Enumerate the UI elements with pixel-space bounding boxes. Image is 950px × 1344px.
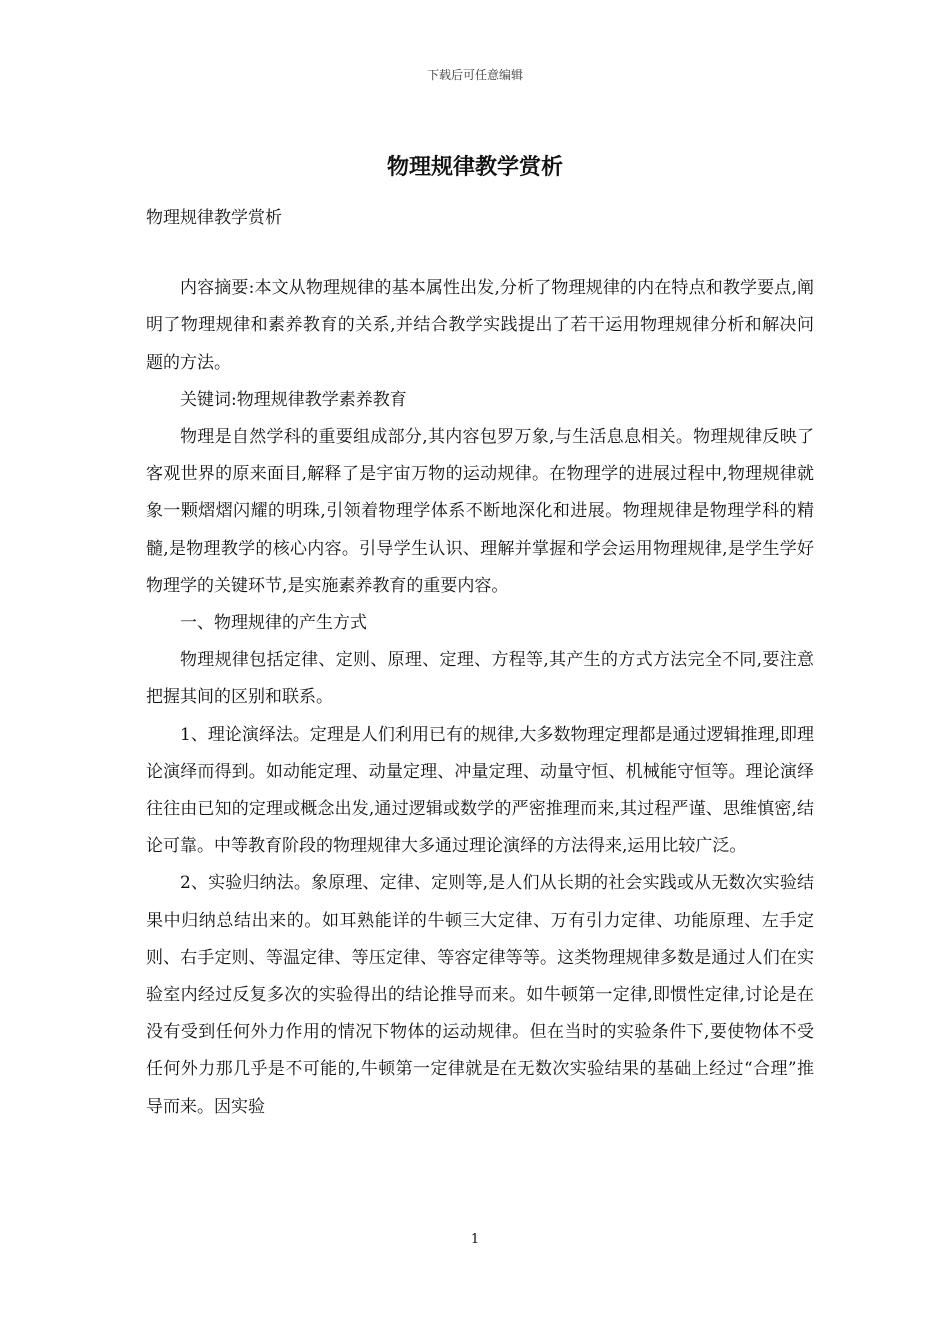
blank-line (146, 237, 814, 270)
document-body (146, 200, 814, 1126)
abstract-paragraph: 内容摘要:本文从物理规律的基本属性出发,分析了物理规律的内在特点和教学要点,阐明了物理规律和素养教育的关系,并结合教学实践提出了若干运用物理规律分析和解决问题的方法。 (146, 278, 814, 373)
page-number: 1 (470, 1232, 480, 1247)
keywords-line: 关键词:物理规律教学素养教育 (180, 389, 407, 410)
intro-paragraph: 物理是自然学科的重要组成部分,其内容包罗万象,与生活息息相关。物理规律反映了客观世界的原来面目,解释了是宇宙万物的运动规律。在物理学的进展过程中,物理规律就象一颗熠熠闪耀的明珠,引领着物理学体系不断地深化和进展。物理规律是物理学科的精髓,是物理教学的核心内容。引导学生认识、理解并掌握和学会运用物理规律,是学生学好物理学的关键环节,是实施素养教育的重要内容。 (146, 427, 814, 596)
document-title: 物理规律教学赏析 (386, 154, 563, 180)
section-heading: 一、物理规律的产生方式 (180, 613, 367, 634)
item-paragraph-1: 1、理论演绎法。定理是人们利用已有的规律,大多数物理定理都是通过逻辑推理,即理论演绎而得到。如动能定理、动量定理、冲量定理、动量守恒、机械能守恒等。理论演绎往往由已知的定理或概念出发,通过逻辑或数学的严密推理而来,其过程严谨、思维慎密,结论可靠。中等教育阶段的物理规律大多通过理论演绎的方法得来,运用比较广泛。 (146, 724, 814, 857)
section-intro-paragraph: 物理规律包括定律、定则、原理、定理、方程等,其产生的方式方法完全不同,要注意把握其间的区别和联系。 (146, 650, 814, 708)
header-note: 下载后可任意编辑 (426, 68, 523, 82)
subtitle: 物理规律教学赏析 (146, 208, 282, 228)
item-paragraph-2: 2、实验归纳法。象原理、定律、定则等,是人们从长期的社会实践或从无数次实验结果中归纳总结出来的。如耳熟能详的牛顿三大定律、万有引力定律、功能原理、左手定则、右手定则、等温定律、等压定律、等容定律等等。这类物理规律多数是通过人们在实验室内经过反复多次的实验得出的结论推导而来。如牛顿第一定律,即惯性定律,讨论是在没有受到任何外力作用的情况下物体的运动规律。但在当时的实验条件下,要使物体不受任何外力那几乎是不可能的,牛顿第一定律就是在无数次实验结果的基础上经过“合理”推导而来。因实验 (146, 873, 814, 1117)
